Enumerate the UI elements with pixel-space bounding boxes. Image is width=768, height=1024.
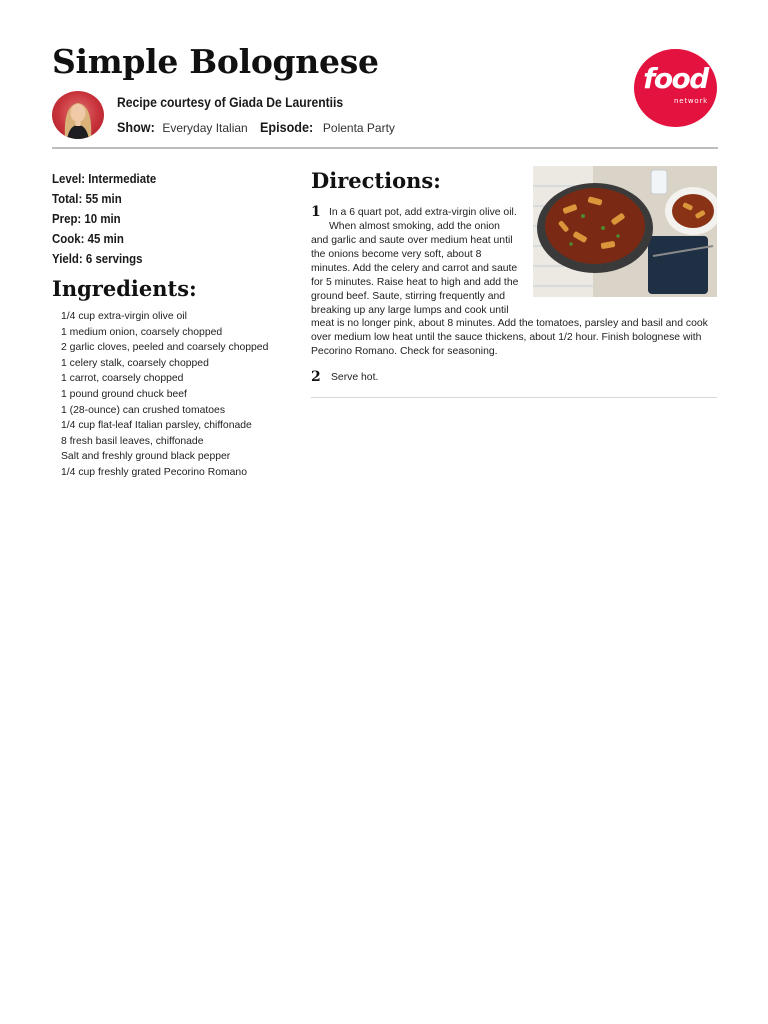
ingredient-item: 1/4 cup flat-leaf Italian parsley, chiffonade — [61, 420, 252, 432]
step-line: In a 6 quart pot, add extra-virgin olive oil. — [329, 207, 517, 218]
step-line: for 5 minutes. Raise heat to high and add the — [311, 277, 519, 288]
step-line: breaking up any large lumps and cook until — [311, 305, 509, 316]
ingredient-item: 8 fresh basil leaves, chiffonade — [61, 435, 204, 447]
ingredient-item: 1 medium onion, coarsely chopped — [61, 326, 223, 338]
ingredients-heading: Ingredients: — [52, 276, 197, 301]
step-number: 2 — [311, 369, 321, 385]
show-episode-line — [117, 119, 395, 135]
recipe-meta — [52, 171, 171, 271]
step-line: meat is no longer pink, about 8 minutes. Add the tomatoes, parsley and basil and cook — [311, 318, 708, 329]
ingredient-item: 2 garlic cloves, peeled and coarsely chopped — [61, 342, 269, 354]
episode-value: Polenta Party — [322, 121, 395, 135]
ingredient-item: 1 (28-ounce) can crushed tomatoes — [61, 404, 226, 416]
step-line: When almost smoking, add the onion — [329, 221, 500, 232]
step-line: the onions become very soft, about 8 — [311, 249, 482, 260]
chef-avatar — [52, 91, 104, 139]
pasta-dish-photo — [533, 166, 717, 297]
meta-total: Total: 55 min — [52, 191, 122, 206]
step-line: over medium low heat until the sauce thickens, about 1/2 hour. Finish bolognese with — [311, 332, 702, 343]
header-divider — [52, 147, 718, 149]
ingredient-item: 1 celery stalk, coarsely chopped — [61, 357, 209, 369]
step-line: Serve hot. — [331, 372, 379, 383]
directions-divider — [311, 397, 717, 398]
meta-prep: Prep: 10 min — [52, 211, 121, 226]
meta-cook: Cook: 45 min — [52, 231, 124, 246]
show-value: Everyday Italian — [162, 121, 248, 135]
ingredient-item: 1 carrot, coarsely chopped — [61, 373, 184, 385]
step-line: minutes. Add the celery and carrot and saute — [311, 263, 518, 274]
step-line: and garlic and saute over medium heat until — [311, 235, 513, 246]
step-number: 1 — [311, 204, 321, 220]
meta-yield: Yield: 6 servings — [52, 251, 143, 266]
step-line: Pecorino Romano. Check for seasoning. — [311, 346, 498, 357]
ingredients-list — [61, 311, 268, 483]
page-title: Simple Bolognese — [52, 42, 379, 81]
ingredient-item: 1/4 cup extra-virgin olive oil — [61, 311, 187, 322]
ingredient-item: Salt and freshly ground black pepper — [61, 451, 231, 463]
logo-word: food — [643, 62, 708, 95]
ingredient-item: 1 pound ground chuck beef — [61, 388, 187, 400]
episode-label: Episode: — [260, 119, 314, 135]
directions-heading: Directions: — [311, 168, 441, 193]
step-line: ground beef. Saute, stirring frequently and — [311, 291, 506, 302]
food-network-logo — [634, 49, 717, 127]
recipe-courtesy: Recipe courtesy of Giada De Laurentiis — [117, 95, 344, 110]
meta-level: Level: Intermediate — [52, 171, 157, 186]
show-label: Show: — [117, 119, 155, 135]
ingredient-item: 1/4 cup freshly grated Pecorino Romano — [61, 466, 247, 478]
logo-sub: network — [674, 97, 709, 105]
